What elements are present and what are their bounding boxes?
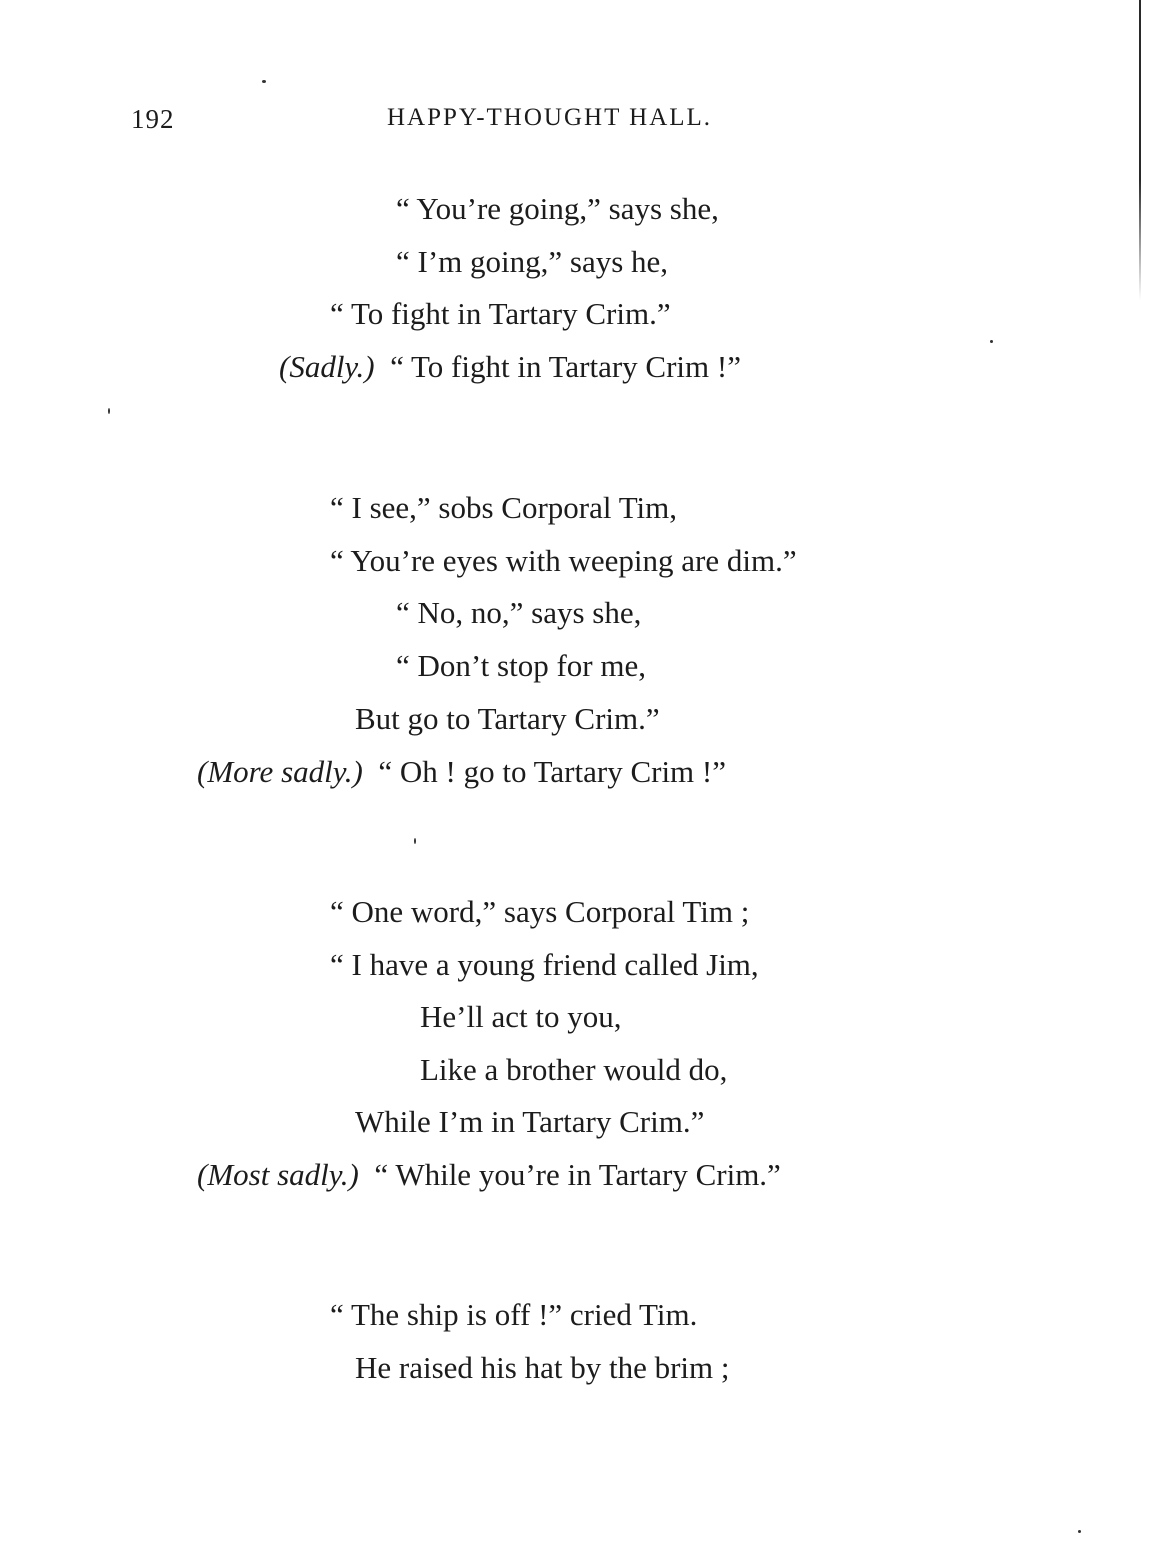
scan-speck (262, 80, 266, 83)
verse-line: (Most sadly.) “ While you’re in Tartary Crim.” (197, 1157, 781, 1192)
verse-line: Like a brother would do, (420, 1052, 728, 1087)
verse-line: (Sadly.) “ To fight in Tartary Crim !” (279, 349, 741, 384)
verse-line: “ To fight in Tartary Crim.” (330, 296, 671, 331)
verse-line: He’ll act to you, (420, 999, 622, 1034)
verse-line: “ I have a young friend called Jim, (330, 947, 759, 982)
verse-line: “ No, no,” says she, (396, 595, 642, 630)
running-title: HAPPY-THOUGHT HALL. (387, 104, 713, 131)
verse-line: “ I’m going,” says he, (396, 244, 669, 279)
verse-line: He raised his hat by the brim ; (355, 1350, 730, 1385)
scan-speck (990, 340, 993, 343)
scan-speck (108, 408, 110, 414)
page-edge-shadow (1139, 0, 1141, 300)
verse-line: “ One word,” says Corporal Tim ; (330, 894, 750, 929)
verse-line: “ I see,” sobs Corporal Tim, (330, 490, 678, 525)
stage-direction: (More sadly.) (197, 754, 363, 789)
page-number: 192 (131, 104, 175, 134)
verse-line: “ You’re eyes with weeping are dim.” (330, 543, 797, 578)
stage-direction: (Sadly.) (279, 349, 375, 384)
verse-line: While I’m in Tartary Crim.” (355, 1104, 705, 1139)
verse-line: But go to Tartary Crim.” (355, 701, 660, 736)
verse-line: “ You’re going,” says she, (396, 191, 719, 226)
scan-speck (414, 838, 416, 844)
scan-speck (1078, 1530, 1081, 1533)
verse-line: “ The ship is off !” cried Tim. (330, 1297, 698, 1332)
verse-line: “ Don’t stop for me, (396, 648, 646, 683)
verse-line: (More sadly.) “ Oh ! go to Tartary Crim !” (197, 754, 727, 789)
stage-direction: (Most sadly.) (197, 1157, 359, 1192)
page-header (0, 104, 1167, 144)
